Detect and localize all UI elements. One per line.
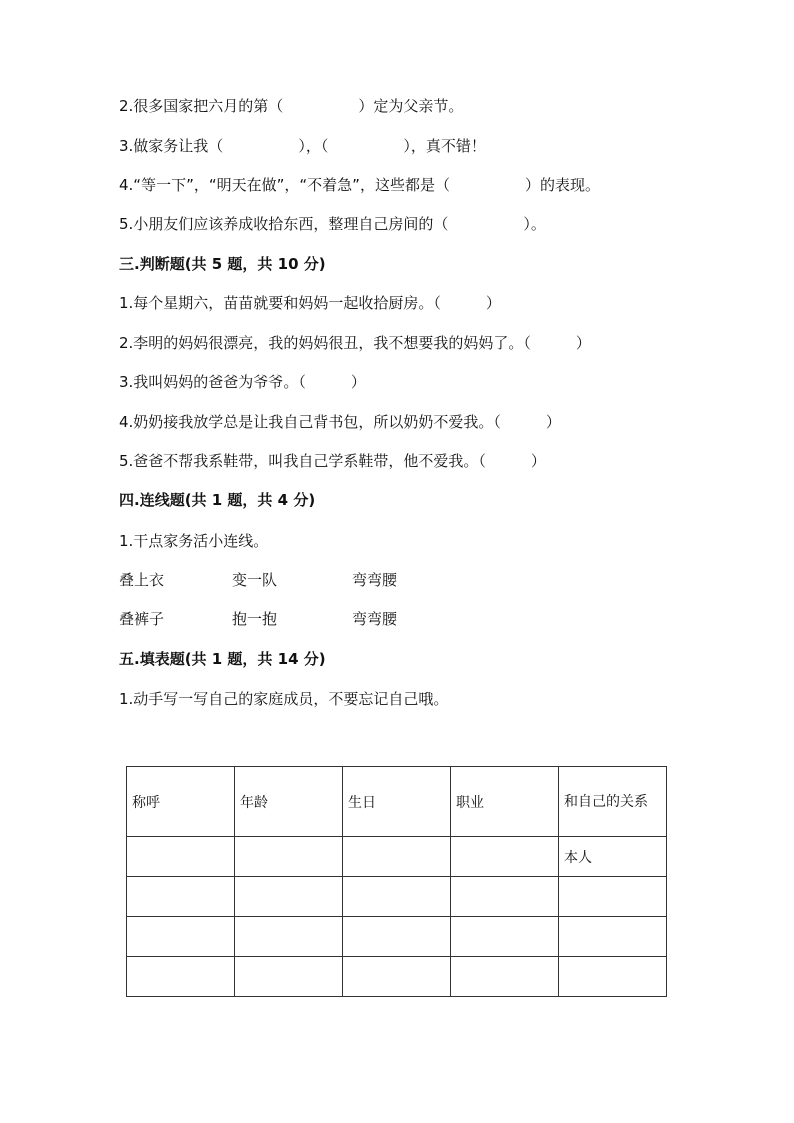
- section-5-heading: 五.填表题(共 1 题，共 14 分): [119, 650, 326, 668]
- table-cell[interactable]: [343, 917, 451, 957]
- judge-question-2: 2.李明的妈妈很漂亮，我的妈妈很丑，我不想要我的妈妈了。（ ）: [119, 334, 591, 352]
- table-cell[interactable]: [451, 957, 559, 997]
- fill-blank-question-4: 4.“等一下”，“明天在做”，“不着急”，这些都是（ ）的表现。: [119, 176, 600, 194]
- judge-question-4: 4.奶奶接我放学总是让我自己背书包，所以奶奶不爱我。（ ）: [119, 413, 561, 431]
- family-members-table: [126, 766, 667, 997]
- table-cell[interactable]: [343, 837, 451, 877]
- judge-question-5: 5.爸爸不帮我系鞋带，叫我自己学系鞋带，他不爱我。（ ）: [119, 452, 546, 470]
- table-question-1: 1.动手写一写自己的家庭成员，不要忘记自己哦。: [119, 690, 449, 708]
- matching-item: 变一队: [232, 571, 278, 589]
- matching-question-1: 1.干点家务活小连线。: [119, 532, 269, 550]
- section-3-heading: 三.判断题(共 5 题，共 10 分): [119, 255, 326, 273]
- judge-question-1: 1.每个星期六，苗苗就要和妈妈一起收拾厨房。（ ）: [119, 294, 501, 312]
- table-header-cell: 年龄: [235, 767, 343, 837]
- table-cell[interactable]: [559, 917, 667, 957]
- table-cell[interactable]: [127, 917, 235, 957]
- table-cell[interactable]: [235, 837, 343, 877]
- table-cell[interactable]: [451, 877, 559, 917]
- table-row: [127, 917, 667, 957]
- table-cell[interactable]: [127, 837, 235, 877]
- table-header-cell: 生日: [343, 767, 451, 837]
- matching-item: 抱一抱: [232, 610, 278, 628]
- table-cell[interactable]: [451, 917, 559, 957]
- table-cell[interactable]: [235, 917, 343, 957]
- table-header-cell: 和自己的关系: [559, 767, 667, 837]
- matching-item: 弯弯腰: [352, 571, 398, 589]
- judge-question-3: 3.我叫妈妈的爸爸为爷爷。（ ）: [119, 373, 366, 391]
- fill-blank-question-3: 3.做家务让我（ ），（ ），真不错！: [119, 137, 486, 155]
- table-row: [127, 837, 667, 877]
- table-header-row: [127, 767, 667, 837]
- table-cell: 本人: [559, 837, 667, 877]
- matching-item: 弯弯腰: [352, 610, 398, 628]
- table-header-cell: 职业: [451, 767, 559, 837]
- table-cell[interactable]: [559, 957, 667, 997]
- fill-blank-question-5: 5.小朋友们应该养成收拾东西，整理自己房间的（ ）。: [119, 215, 546, 233]
- section-4-heading: 四.连线题(共 1 题，共 4 分): [119, 491, 316, 509]
- table-cell[interactable]: [235, 957, 343, 997]
- table-row: [127, 957, 667, 997]
- table-cell[interactable]: [343, 957, 451, 997]
- table-cell[interactable]: [235, 877, 343, 917]
- fill-blank-question-2: 2.很多国家把六月的第（ ）定为父亲节。: [119, 97, 464, 115]
- table-cell[interactable]: [559, 877, 667, 917]
- table-row: [127, 877, 667, 917]
- table-header-cell: 称呼: [127, 767, 235, 837]
- table-cell[interactable]: [127, 957, 235, 997]
- table-cell[interactable]: [451, 837, 559, 877]
- table-cell[interactable]: [127, 877, 235, 917]
- table-cell[interactable]: [343, 877, 451, 917]
- matching-item: 叠裤子: [119, 610, 165, 628]
- matching-item: 叠上衣: [119, 571, 165, 589]
